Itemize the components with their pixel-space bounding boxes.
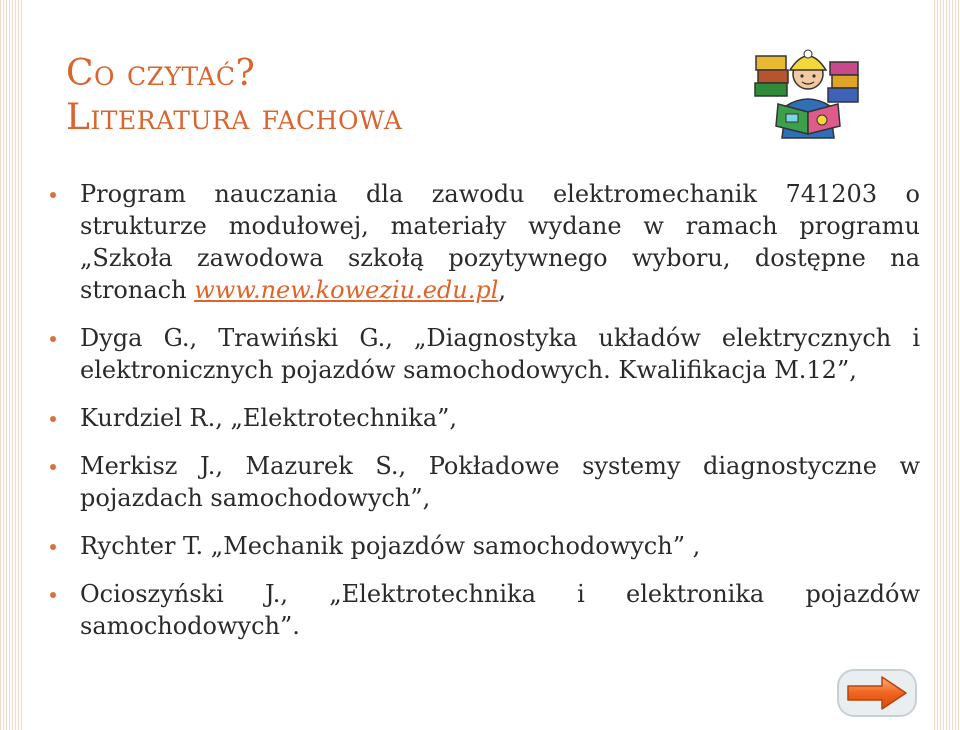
literature-list xyxy=(44,178,920,658)
bullet-icon xyxy=(50,416,56,422)
right-border-decoration xyxy=(932,0,960,730)
bullet-icon xyxy=(50,592,56,598)
title-line-1: Co czytać? xyxy=(66,53,256,94)
koweziu-link[interactable]: www.new.koweziu.edu.pl xyxy=(194,276,499,304)
bullet-icon xyxy=(50,464,56,470)
left-border-decoration xyxy=(0,0,22,730)
worker-reading-books-icon xyxy=(752,34,864,140)
item-text-suffix: , xyxy=(498,276,507,304)
next-slide-button[interactable] xyxy=(836,668,918,718)
list-item xyxy=(44,530,920,562)
list-item xyxy=(44,178,920,306)
item-text: Program nauczania dla zawodu elektromechanik 741203 o strukturze modułowej, materiały wydane w ramach programu „Szkoła zawodowa szkołą pozytywnego wyboru, dostępne na stronach xyxy=(80,180,920,304)
slide-title xyxy=(66,52,402,140)
bullet-icon xyxy=(50,544,56,550)
item-text: Merkisz J., Mazurek S., Pokładowe systemy diagnostyczne w pojazdach samochodowych”, xyxy=(80,452,920,512)
list-item xyxy=(44,402,920,434)
title-line-2: Literatura fachowa xyxy=(66,97,403,138)
item-text: Dyga G., Trawiński G., „Diagnostyka układów elektrycznych i elektronicznych pojazdów samochodowych. Kwalifikacja M.12”, xyxy=(80,324,920,384)
list-item xyxy=(44,578,920,642)
list-item xyxy=(44,322,920,386)
list-item xyxy=(44,450,920,514)
item-text: Rychter T. „Mechanik pojazdów samochodowych” , xyxy=(80,532,701,560)
item-text: Ocioszyński J., „Elektrotechnika i elektronika pojazdów samochodowych”. xyxy=(80,580,920,640)
bullet-icon xyxy=(50,336,56,342)
item-text: Kurdziel R., „Elektrotechnika”, xyxy=(80,404,458,432)
bullet-icon xyxy=(50,192,56,198)
